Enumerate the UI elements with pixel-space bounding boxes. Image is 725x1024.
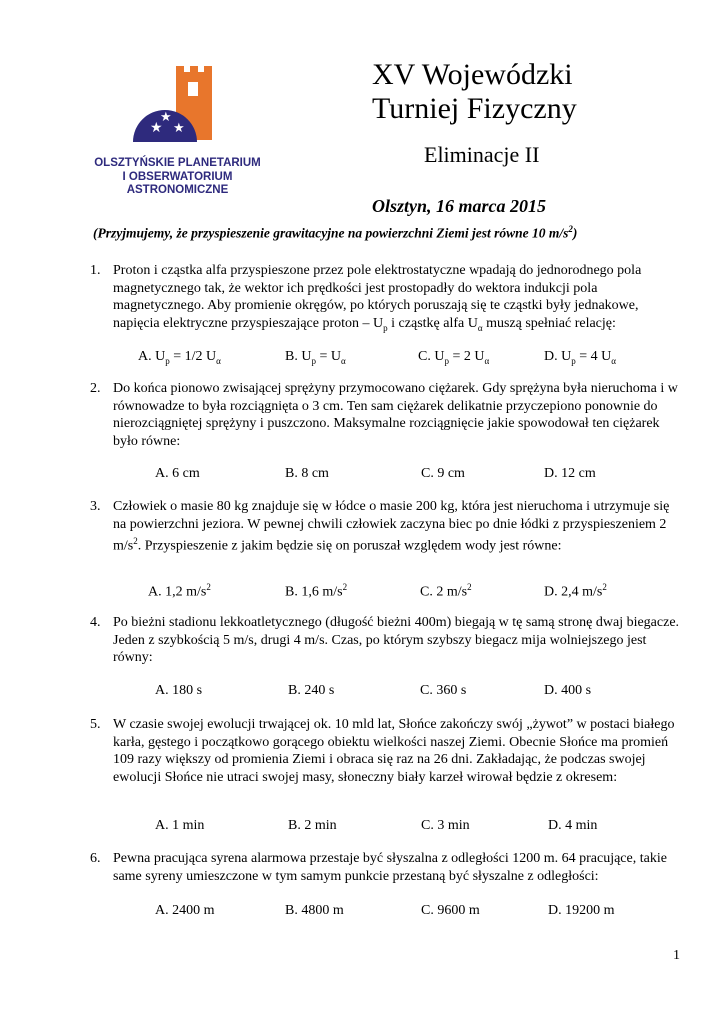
answer-option: B. 240 s — [288, 683, 335, 698]
answer-option: C. 2 $m/s^2$ — [420, 582, 472, 600]
answer-option: A. 1,2 $m/s^2$ — [148, 582, 211, 600]
question-text: Po bieżni stadionu lekkoatletycznego (długość bieżni 400m) biegają w tę samą stronę dwaj biegacze. Jeden z szybkością 5 m/s, drugi 4 m/s. Czas, po którym szybszy biegacz mija wolniejszego jest równy: — [113, 615, 680, 665]
page-title: XV Wojewódzki Turniej Fizyczny — [372, 58, 577, 125]
question-text: W czasie swojej ewolucji trwającej ok. 10 mld lat, Słońce zakończy swój „żywot” w postaci białego karła, gęstego i początkowo gorącego obiektu wielkości naszej Ziemi. Obecnie Słońce ma promień 109 razy większy od promienia Ziemi i obraca się raz na 26 dni. Zakładając, że podczas swojej ewolucji Słońce nie utraci swojej masy, słoneczny biały karzeł wirował będzie z okresem: — [113, 717, 675, 785]
answer-option: B. 4800 m — [285, 903, 344, 918]
question-5: 5. W czasie swojej ewolucji trwającej ok. 10 mld lat, Słońce zakończy swój „żywot” w postaci białego karła, gęstego i początkowo gorącego obiektu wielkości naszej Ziemi. Obecnie Słońce ma promień 109 razy większy od promienia Ziemi i obraca się raz na 26 dni. Zakładając, że podczas swojej ewolucji Słońce nie utraci swojej masy, słoneczny biały karzeł wirował będzie z okresem: — [90, 716, 680, 786]
logo-line-1: OLSZTYŃSKIE PLANETARIUM — [94, 157, 261, 169]
date-line: Olsztyn, 16 marca 2015 — [372, 196, 547, 216]
answer-option: D. 400 s — [544, 683, 592, 698]
answer-option: A. 1 min — [155, 818, 205, 833]
question-text: Do końca pionowo zwisającej sprężyny przymocowano ciężarek. Gdy sprężyna była nieruchoma i w równowadze to była rozciągnięta o 3 cm. Ten sam ciężarek delikatnie przyczepiono ponownie do nierozciągniętej sprężyny i puszczono. Maksymalne rozciągnięcie jakie spowodował ten ciężarek było równe: — [113, 381, 678, 449]
answer-option: D. 12 cm — [544, 466, 596, 481]
answer-option: C. 360 s — [420, 683, 467, 698]
gravity-note: (Przyjmujemy, że przyspieszenie grawitacyjne na powierzchni Ziemi jest równe 10 $m/s^2$) — [93, 224, 578, 241]
answer-option: C. 9 cm — [421, 466, 465, 481]
star-icon: ★ — [173, 121, 185, 136]
question-text: Człowiek o masie 80 kg znajduje się w łódce o masie 200 kg, która jest nieruchoma i utrzymuje się na powierzchni jeziora. W pewnej chwili człowiek zaczyna biec po dnie łódki z przyspieszeniem 2 $m/s^2$. Przyspieszenie z jakim będzie się on poruszał względem wody jest równe: — [113, 499, 670, 554]
question-text: Proton i cząstka alfa przyspieszone przez pole elektrostatyczne wpadają do jednorodnego pola magnetycznego tak, że wektor ich prędkości jest prostopadły do wektora indukcji pola magnetycznego. Aby promienie okręgów, po których poruszają się te cząstki były jednakowe, napięcia elektryczne przyspieszające proton – $U_p$ i cząstkę alfa $U_\alpha$ muszą spełniać relację: — [113, 263, 642, 333]
page-number: 1 — [673, 948, 680, 963]
answer-option: B. 8 cm — [285, 466, 329, 481]
question-text: Pewna pracująca syrena alarmowa przestaje być słyszalna z odległości 1200 m. 64 pracujące, takie same syreny umieszczone w tym samym punkcie przestaną być słyszalne z odległości: — [113, 851, 667, 884]
question-6: 6. Pewna pracująca syrena alarmowa przestaje być słyszalna z odległości 1200 m. 64 pracujące, takie same syreny umieszczone w tym samym punkcie przestaną być słyszalne z odległości: — [90, 850, 680, 885]
answer-option: D. 2,4 $m/s^2$ — [544, 582, 607, 600]
question-3: 3. Człowiek o masie 80 kg znajduje się w łódce o masie 200 kg, która jest nieruchoma i utrzymuje się na powierzchni jeziora. W pewnej chwili człowiek zaczyna biec po dnie łódki z przyspieszeniem 2 $m/s^2$. Przyspieszenie z jakim będzie się on poruszał względem wody jest równe: — [90, 498, 680, 555]
star-icon: ★ — [160, 110, 172, 125]
logo-line-3: ASTRONOMICZNE — [126, 184, 229, 196]
answer-option: A. 2400 m — [155, 903, 215, 918]
subtitle: Eliminacje II — [424, 142, 540, 167]
answer-option: C. 3 min — [421, 818, 470, 833]
question-2: 2. Do końca pionowo zwisającej sprężyny przymocowano ciężarek. Gdy sprężyna była nieruchoma i w równowadze to była rozciągnięta o 3 cm. Ten sam ciężarek delikatnie przyczepiono ponownie do nierozciągniętej sprężyny i puszczono. Maksymalne rozciągnięcie jakie spowodował ten ciężarek było równe: — [90, 380, 680, 450]
answer-option: B. $U_p = U_\alpha$ — [285, 349, 346, 366]
star-icon: ★ — [150, 120, 163, 136]
answer-option: D. 19200 m — [548, 903, 615, 918]
logo-line-2: I OBSERWATORIUM — [122, 170, 233, 183]
question-1: 1. Proton i cząstka alfa przyspieszone przez pole elektrostatyczne wpadają do jednorodnego pola magnetycznego tak, że wektor ich prędkości jest prostopadły do wektora indukcji pola magnetycznego. Aby promienie okręgów, po których poruszają się te cząstki były jednakowe, napięcia elektryczne przyspieszające proton – $U_p$ i cząstkę alfa $U_\alpha$ muszą spełniać relację: — [90, 262, 680, 337]
answer-option: D. 4 min — [548, 818, 598, 833]
answer-option: C. 9600 m — [421, 903, 480, 918]
answer-option: A. $U_p = 1/2$ $U_\alpha$ — [138, 349, 221, 366]
answer-option: A. 180 s — [155, 683, 203, 698]
logo-text — [80, 157, 275, 198]
answer-option: B. 1,6 $m/s^2$ — [285, 582, 348, 600]
answer-option: D. $U_p = 4$ $U_\alpha$ — [544, 349, 616, 366]
answer-option: B. 2 min — [288, 818, 337, 833]
question-4: 4. Po bieżni stadionu lekkoatletycznego (długość bieżni 400m) biegają w tę samą stronę dwaj biegacze. Jeden z szybkością 5 m/s, drugi 4 m/s. Czas, po którym szybszy biegacz mija wolniejszego jest równy: — [90, 615, 680, 665]
answer-option: A. 6 cm — [155, 466, 200, 481]
answer-option: C. $U_p = 2$ $U_\alpha$ — [418, 349, 490, 366]
